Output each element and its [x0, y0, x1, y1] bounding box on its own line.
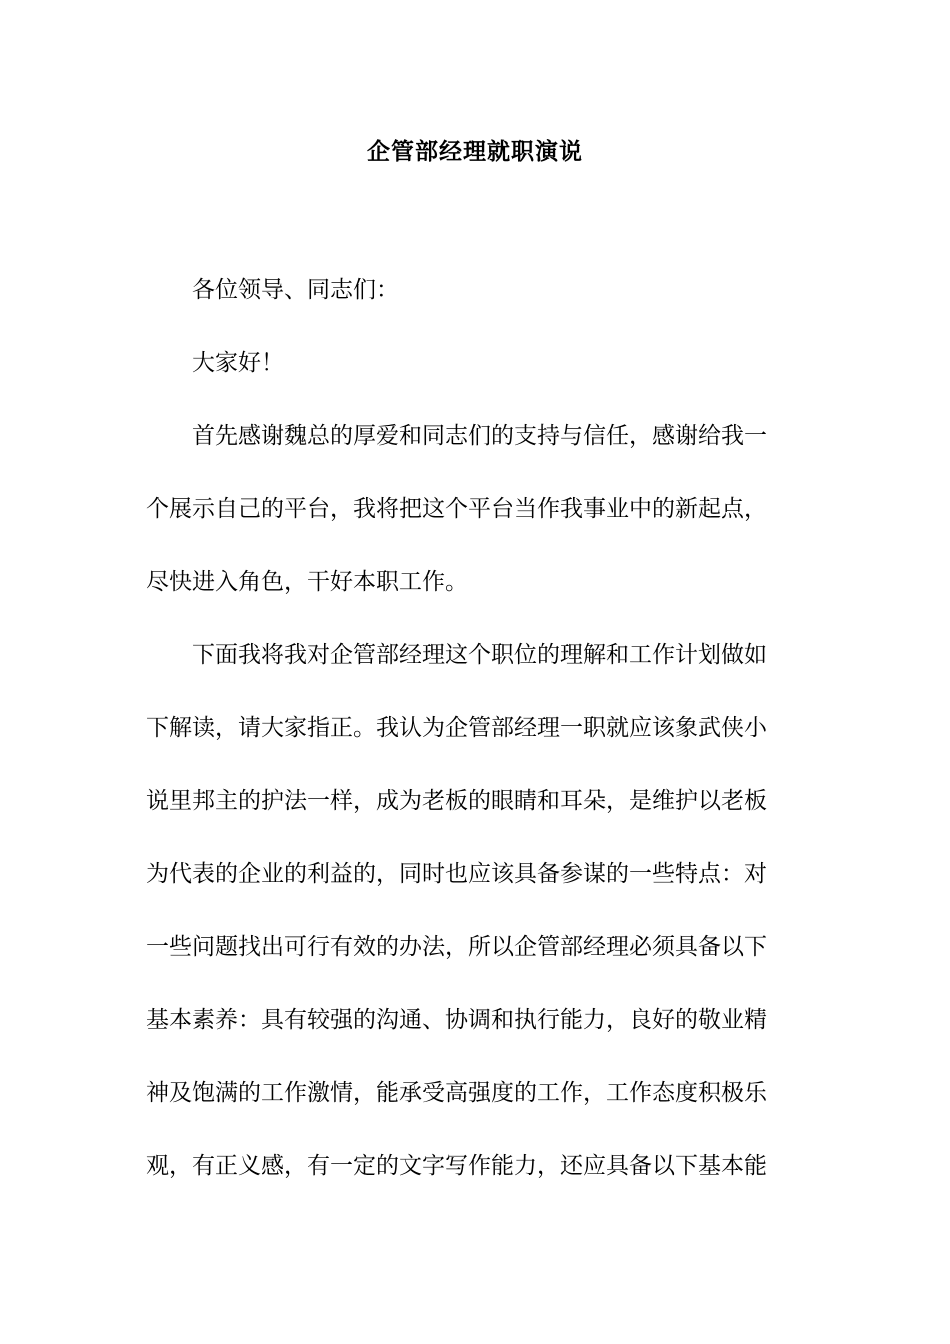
greeting-line: 大家好！	[192, 350, 284, 376]
salutation-line: 各位领导、同志们：	[192, 277, 399, 303]
paragraph-line: 尽快进入角色，干好本职工作。	[146, 569, 468, 595]
paragraph-line: 观，有正义感，有一定的文字写作能力，还应具备以下基本能	[146, 1153, 767, 1179]
paragraph-line: 基本素养：具有较强的沟通、协调和执行能力，良好的敬业精	[146, 1007, 767, 1033]
paragraph-line: 说里邦主的护法一样，成为老板的眼睛和耳朵，是维护以老板	[146, 788, 767, 814]
paragraph-line: 首先感谢魏总的厚爱和同志们的支持与信任，感谢给我一	[192, 423, 767, 449]
paragraph-line: 下面我将我对企管部经理这个职位的理解和工作计划做如	[192, 642, 767, 668]
paragraph-line: 下解读，请大家指正。我认为企管部经理一职就应该象武侠小	[146, 715, 767, 741]
paragraph-line: 为代表的企业的利益的，同时也应该具备参谋的一些特点：对	[146, 861, 767, 887]
document-body	[146, 254, 806, 1203]
paragraph-line: 神及饱满的工作激情，能承受高强度的工作，工作态度积极乐	[146, 1080, 767, 1106]
page-title: 企管部经理就职演说	[367, 138, 583, 165]
paragraph-line: 个展示自己的平台，我将把这个平台当作我事业中的新起点，	[146, 496, 767, 522]
paragraph-line: 一些问题找出可行有效的办法，所以企管部经理必须具备以下	[146, 934, 767, 960]
